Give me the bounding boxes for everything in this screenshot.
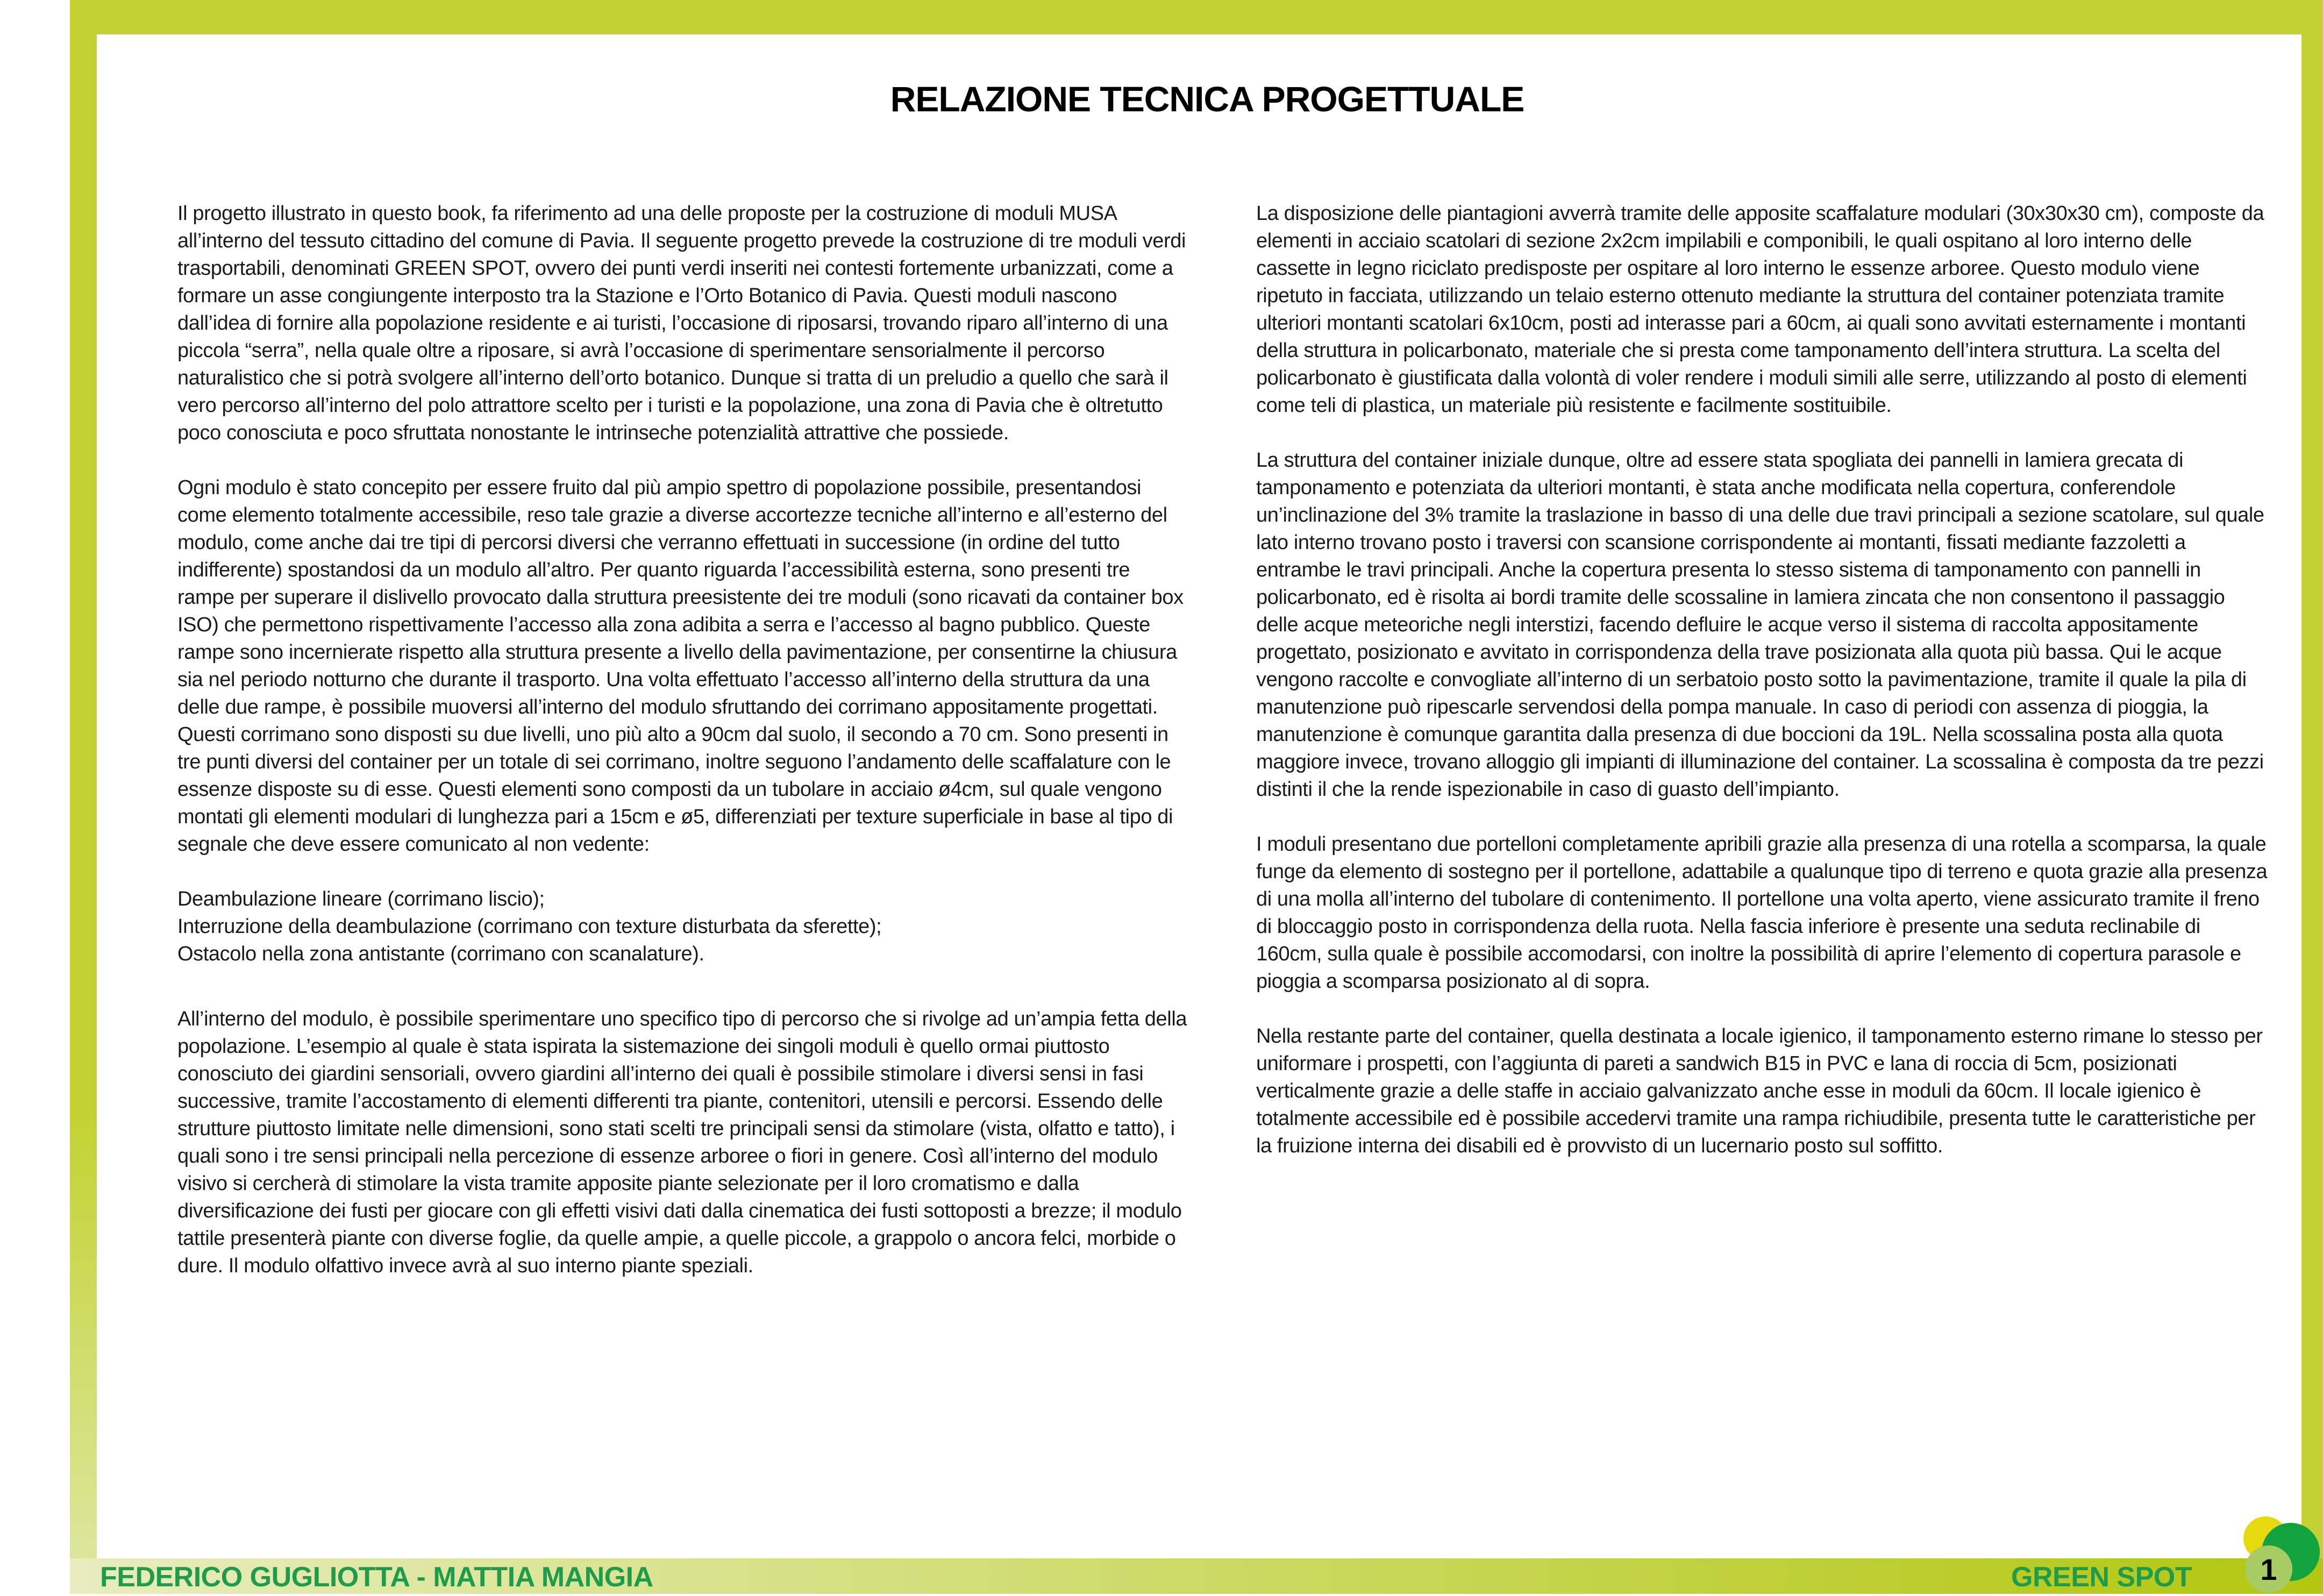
page-number: 1 [2260, 1552, 2277, 1586]
left-column [177, 200, 1191, 1280]
top-frame-bar [70, 0, 2323, 34]
list-item: Ostacolo nella zona antistante (corrimano con scanalature). [177, 943, 704, 965]
body-paragraph: Nella restante parte del container, quella destinata a locale igienico, il tamponamento esterno rimane lo stesso per uniformare i prospetti, con l’aggiunta di pareti a sandwich B15 in PVC e lana di roccia di 5cm, posizionati verticalmente grazie a delle staffe in acciaio galvanizzato anche esse in moduli da 60cm. Il locale igienico è totalmente accessibile ed è possibile accedervi tramite una rampa richiudibile, presenta tutte le caratteristiche per la fruizione interna dei disabili ed è provvisto di un lucernario posto sul soffitto. [1256, 1025, 2263, 1157]
left-frame-bar [70, 0, 97, 1594]
body-paragraph: I moduli presentano due portelloni completamente apribili grazie alla presenza di una rotella a scomparsa, la quale funge da elemento di sostegno per il portellone, adattabile a qualunque tipo di terreno e quota grazie alla presenza di una molla all’interno del tubolare di contenimento. Il portellone una volta aperto, viene assicurato tramite il freno di bloccaggio posto in corrispondenza della ruota. Nella fascia inferiore è presente una seduta reclinabile di 160cm, sulla quale è possibile accomodarsi, con inoltre la possibilità di aprire l’elemento di copertura parasole e pioggia a scomparsa posizionato al di sopra. [1256, 833, 2268, 993]
body-paragraph: La disposizione delle piantagioni avverrà tramite delle apposite scaffalature modulari (30x30x30 cm), composte da elementi in acciaio scatolari di sezione 2x2cm impilabili e componibili, le quali ospitano al loro interno delle cassette in legno riciclato predisposte per ospitare al loro interno le essenze arboree. Questo modulo viene ripetuto in facciata, utilizzando un telaio esterno ottenuto mediante la struttura del container potenziata tramite ulteriori montanti scatolari 6x10cm, posti ad interasse pari a 60cm, ai quali sono avvitati esternamente i montanti della struttura in policarbonato, materiale che si presta come tamponamento dell’intera struttura. La scelta del policarbonato è giustificata dalla volontà di voler rendere i moduli simili alle serre, utilizzando al posto di elementi come teli di plastica, un materiale più resistente e facilmente sostituibile. [1256, 202, 2264, 417]
footer-project-name: GREEN SPOT [2011, 1562, 2192, 1593]
list-item: Deambulazione lineare (corrimano liscio); [177, 888, 545, 910]
page-number-badge [2245, 1545, 2292, 1593]
list-item: Interruzione della deambulazione (corrimano con texture disturbata da sferette); [177, 915, 882, 938]
body-paragraph: Ogni modulo è stato concepito per essere fruito dal più ampio spettro di popolazione possibile, presentandosi come elemento totalmente accessibile, reso tale grazie a diverse accortezze tecniche all’interno e all’esterno del modulo, come anche dai tre tipi di percorsi diversi che verranno effettuati in successione (in ordine del tutto indifferente) spostandosi da un modulo all’altro. Per quanto riguarda l’accessibilità esterna, sono presenti tre rampe per superare il dislivello provocato dalla struttura preesistente dei tre moduli (sono ricavati da container box ISO) che permettono rispettivamente l’accesso alla zona adibita a serra e l’accesso al bagno pubblico. Queste rampe sono incernierate rispetto alla struttura presente a livello della pavimentazione, per consentirne la chiusura sia nel periodo notturno che durante il trasporto. Una volta effettuato l’accesso all’interno della struttura da una delle due rampe, è possibile muoversi all’interno del modulo sfruttando dei corrimano appositamente progettati. Questi corrimano sono disposti su due livelli, uno più alto a 90cm dal suolo, il secondo a 70 cm. Sono presenti in tre punti diversi del container per un totale di sei corrimano, inoltre seguono l’andamento delle scaffalature con le essenze disposte su di esse. Questi elementi sono composti da un tubolare in acciaio ø4cm, sul quale vengono montati gli elementi modulari di lunghezza pari a 15cm e ø5, differenziati per texture superficiale in base al tipo di segnale che deve essere comunicato al non vedente: [177, 476, 1184, 856]
right-frame-bar [2301, 0, 2323, 1594]
footer-authors: FEDERICO GUGLIOTTA - MATTIA MANGIA [100, 1562, 653, 1593]
body-paragraph: All’interno del modulo, è possibile sperimentare uno specifico tipo di percorso che si rivolge ad un’ampia fetta della popolazione. L’esempio al quale è stata ispirata la sistemazione dei singoli moduli è quello ormai piuttosto conosciuto dei giardini sensoriali, ovvero giardini all’interno dei quali è possibile stimolare i diversi sensi in fasi successive, tramite l’accostamento di elementi differenti tra piante, contenitori, utensili e percorsi. Essendo delle strutture piuttosto limitate nelle dimensioni, sono stati scelti tre principali sensi da stimolare (vista, olfatto e tatto), i quali sono i tre sensi principali nella percezione di essenze arboree o fiori in genere. Così all’interno del modulo visivo si cercherà di stimolare la vista tramite apposite piante selezionate per il loro cromatismo e dalla diversificazione dei fusti per giocare con gli effetti visivi dati dalla cinematica dei fusti sottoposti a brezze; il modulo tattile presenterà piante con diverse foglie, da quelle ampie, a quelle piccole, a grappolo o ancora felci, morbide o dure. Il modulo olfattivo invece avrà al suo interno piante speziali. [177, 1008, 1187, 1277]
body-paragraph: La struttura del container iniziale dunque, oltre ad essere stata spogliata dei pannelli in lamiera grecata di tamponamento e potenziata da ulteriori montanti, è stata anche modificata nella copertura, conferendole un’inclinazione del 3% tramite la traslazione in basso di una delle due travi principali a sezione scatolare, sul quale lato interno trovano posto i traversi con scansione corrispondente ai montanti, fissati mediante fazzoletti a entrambe le travi principali. Anche la copertura presenta lo stesso sistema di tamponamento con pannelli in policarbonato, ed è risolta ai bordi tramite delle scossaline in lamiera zincata che non consentono il passaggio delle acque meteoriche negli interstizi, facendo defluire le acque verso il sistema di raccolta appositamente progettato, posizionato e avvitato in corrispondenza della trave posizionata alla quota più bassa. Qui le acque vengono raccolte e convogliate all’interno di un serbatoio posto sotto la pavimentazione, tramite il quale la pila di manutenzione può ripescarle servendosi della pompa manuale. In caso di periodi con assenza di pioggia, la manutenzione è comunque garantita dalla presenza di due boccioni da 19L. Nella scossalina posta alla quota maggiore invece, trovano alloggio gli impianti di illuminazione del container. La scossalina è composta da tre pezzi distinti il che la rende ispezionabile in caso di guasto dell’impianto. [1256, 449, 2264, 801]
right-column [1256, 200, 2270, 1160]
handrail-signal-list [177, 886, 1191, 968]
page-title: RELAZIONE TECNICA PROGETTUALE [890, 79, 1524, 119]
body-paragraph: Il progetto illustrato in questo book, fa riferimento ad una delle proposte per la costruzione di moduli MUSA all’interno del tessuto cittadino del comune di Pavia. Il seguente progetto prevede la costruzione di tre moduli verdi trasportabili, denominati GREEN SPOT, ovvero dei punti verdi inseriti nei contesti fortemente urbanizzati, come a formare un asse congiungente interposto tra la Stazione e l’Orto Botanico di Pavia. Questi moduli nascono dall’idea di fornire alla popolazione residente e ai turisti, l’occasione di riposarsi, trovando riparo all’interno di una piccola “serra”, nella quale oltre a riposare, si avrà l’occasione di sperimentare sensorialmente il percorso naturalistico che si potrà svolgere all’interno dell’orto botanico. Dunque si tratta di un preludio a quello che sarà il vero percorso all’interno del polo attrattore scelto per i turisti e la popolazione, una zona di Pavia che è oltretutto poco conosciuta e poco sfruttata nonostante le intrinseche potenzialità attrattive che possiede. [177, 202, 1186, 444]
